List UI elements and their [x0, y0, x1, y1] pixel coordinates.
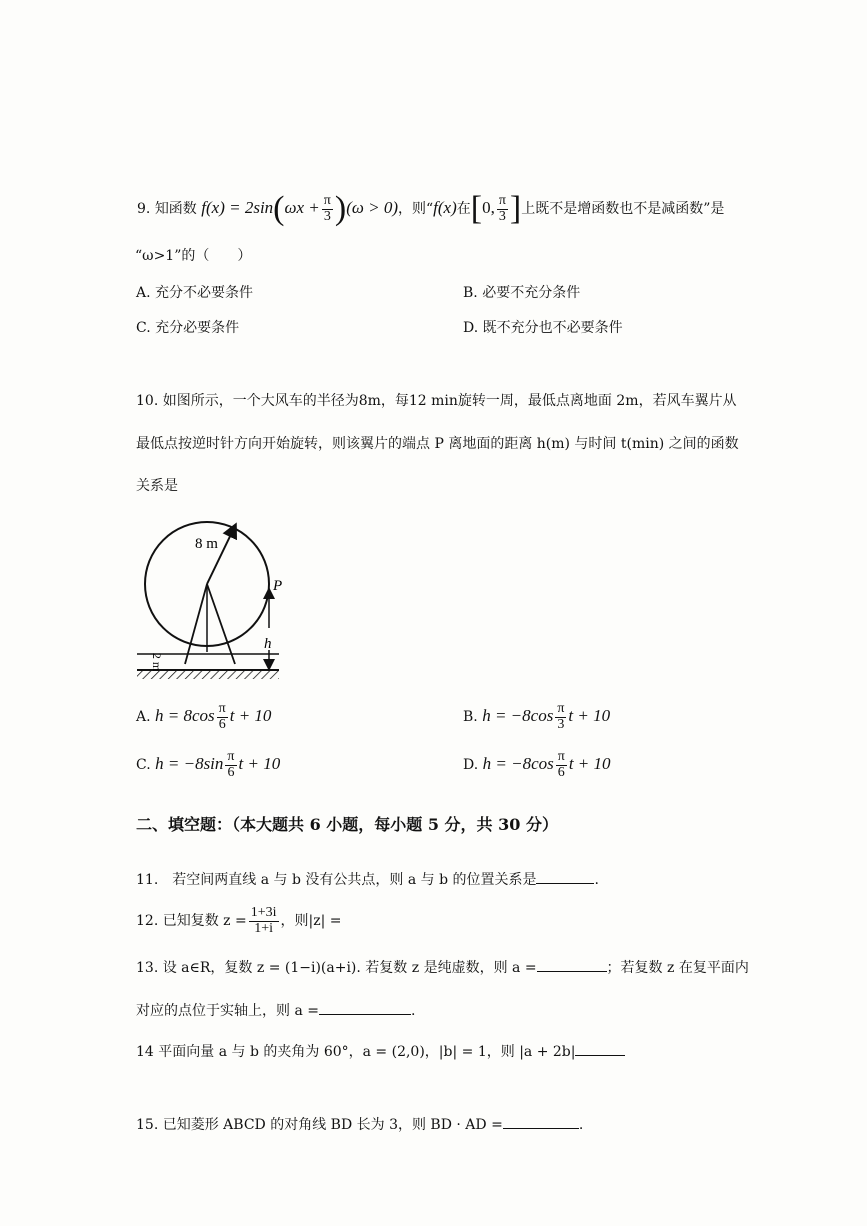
- q13-text2: 对应的点位于实轴上，则 a =: [136, 1003, 319, 1019]
- q12-text: 12. 已知复数 z =: [136, 913, 247, 930]
- tower-left: [185, 584, 207, 664]
- q13-text1b: ；若复数 z 在复平面内: [606, 960, 749, 976]
- q10-b-frac: [555, 702, 566, 732]
- q9-then: ，则“: [397, 201, 434, 217]
- h-label: h: [264, 636, 272, 652]
- q13-text1: 13. 设 a∈R，复数 z = (1−i)(a+i). 若复数 z 是纯虚数，则 a =: [136, 960, 537, 976]
- q10-line1: 10. 如图所示，一个大风车的半径为8m，每12 min旋转一周，最低点离地面 2m，若风车翼片从: [136, 393, 737, 409]
- q9-interval-num: π: [498, 192, 506, 208]
- q9-interval-fraction: [497, 194, 508, 224]
- q9-paren-close: ): [334, 190, 347, 227]
- q10-c-pre: h = −8sin: [155, 754, 224, 774]
- q9-stem: [137, 192, 724, 226]
- q11-text: 11. 若空间两直线 a 与 b 没有公共点，则 a 与 b 的位置关系是: [136, 872, 537, 888]
- ground-hatch: [137, 671, 279, 679]
- q10-a-num: π: [218, 701, 226, 716]
- q10-a-den: 6: [218, 716, 226, 732]
- q9-bracket-close: ]: [509, 190, 522, 227]
- q10-d-post: t + 10: [568, 754, 611, 774]
- q10-b-post: t + 10: [568, 706, 611, 726]
- q15-blank: [503, 1128, 579, 1129]
- q10-b-label: B.: [463, 709, 478, 726]
- q10-b-den: 3: [557, 716, 565, 732]
- q9-option-b: B. 必要不充分条件: [463, 285, 581, 301]
- q9-option-d: D. 既不充分也不必要条件: [463, 320, 623, 336]
- windmill-diagram: [133, 510, 293, 690]
- q9-line2: “ω>1”的（ ）: [135, 248, 252, 264]
- q9-frac-den: 3: [323, 208, 331, 224]
- q9-number: 9.: [137, 201, 151, 217]
- q9-suffix: 上既不是增函数也不是减函数”是: [521, 201, 725, 217]
- q10-c-post: t + 10: [238, 754, 281, 774]
- q10-option-a: [136, 702, 271, 732]
- q9-function: f(x) = 2sin: [201, 198, 274, 217]
- q15-text: 15. 已知菱形 ABCD 的对角线 BD 长为 3，则 BD · AD =: [136, 1117, 503, 1133]
- q13-line1: [136, 960, 749, 977]
- q10-option-b: [463, 702, 610, 732]
- q9-interval-left: 0,: [482, 198, 495, 217]
- q10-b-pre: h = −8cos: [482, 706, 554, 726]
- q9-on: 在: [456, 201, 471, 217]
- q10-c-label: C.: [136, 757, 151, 774]
- q10-d-num: π: [557, 749, 565, 764]
- q10-d-pre: h = −8cos: [482, 754, 554, 774]
- q10-b-num: π: [557, 701, 565, 716]
- q10-a-label: A.: [136, 709, 151, 726]
- ground-label: 2 m: [150, 652, 164, 672]
- q10-c-num: π: [227, 749, 235, 764]
- radius-arrow: [207, 526, 235, 584]
- q9-prefix: 知函数: [154, 201, 197, 217]
- q9-inner: ωx +: [284, 198, 320, 217]
- tower-right: [207, 584, 235, 664]
- q10-option-c: [136, 750, 280, 780]
- q9-fraction: [322, 194, 333, 224]
- q13-end: .: [410, 1003, 416, 1019]
- q10-option-d: [463, 750, 611, 780]
- q14-blank: [575, 1055, 625, 1056]
- q10-d-label: D.: [463, 757, 479, 774]
- q9-option-a: A. 充分不必要条件: [136, 285, 254, 301]
- q9-condition: (ω > 0): [346, 198, 398, 217]
- section2-title: 二、填空题：（本大题共 6 小题，每小题 5 分，共 30 分）: [136, 815, 558, 834]
- q10-a-pre: h = 8cos: [155, 706, 215, 726]
- q9-bracket-open: [: [470, 190, 483, 227]
- q10-d-den: 6: [557, 764, 565, 780]
- q9-fx2: f(x): [433, 198, 457, 217]
- q11-end: .: [594, 872, 599, 888]
- q9-interval-den: 3: [498, 208, 506, 224]
- q10-c-den: 6: [227, 764, 235, 780]
- q14: [136, 1044, 625, 1061]
- p-label: P: [273, 578, 283, 594]
- radius-label: 8 m: [195, 536, 218, 552]
- q10-a-post: t + 10: [229, 706, 272, 726]
- q10-line2: 最低点按逆时针方向开始旋转，则该翼片的端点 P 离地面的距离 h(m) 与时间 t(min) 之间的函数: [136, 436, 739, 452]
- q11: [136, 872, 599, 889]
- q12-tail: ，则|z| =: [280, 913, 342, 930]
- q15: [136, 1117, 583, 1134]
- q9-option-c: C. 充分必要条件: [136, 320, 240, 336]
- q9-frac-num: π: [323, 192, 331, 208]
- q12: [136, 906, 342, 936]
- q13-blank1: [537, 971, 607, 972]
- q10-d-frac: [556, 750, 567, 780]
- q13-blank2: [319, 1014, 411, 1015]
- q15-end: .: [578, 1117, 584, 1133]
- q12-den: 1+i: [254, 920, 274, 936]
- q10-c-frac: [225, 750, 236, 780]
- q10-line3: 关系是: [136, 478, 178, 494]
- q14-text: 14 平面向量 a 与 b 的夹角为 60°，a = (2,0)，|b| = 1，则 |a + 2b|: [136, 1044, 576, 1060]
- q9-paren-open: (: [273, 190, 285, 227]
- q10-a-frac: [217, 702, 228, 732]
- q13-line2: [136, 1003, 415, 1020]
- q11-blank: [536, 883, 594, 884]
- q12-num: 1+3i: [250, 905, 277, 920]
- q12-frac: [249, 906, 279, 936]
